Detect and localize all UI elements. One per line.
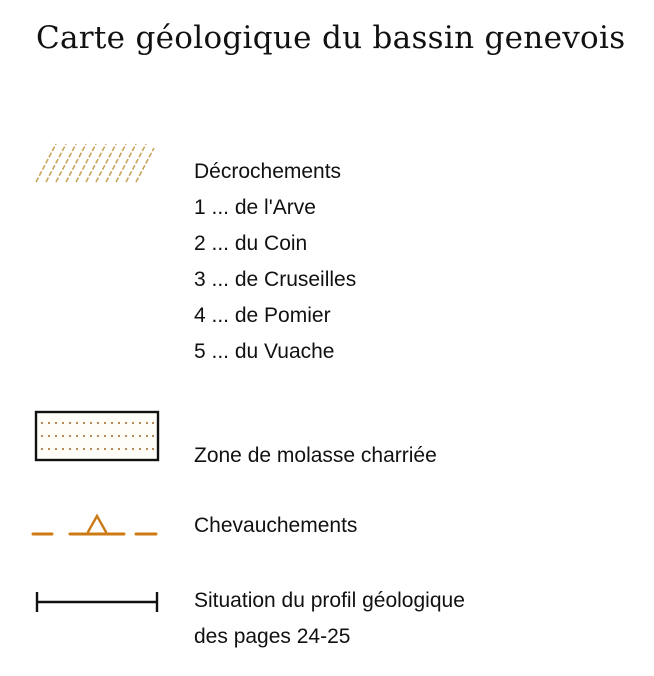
map-legend-title: Carte géologique du bassin genevois: [36, 20, 626, 56]
fault-item: 5 ... du Vuache: [194, 340, 335, 363]
profile-label: [194, 583, 465, 655]
fault-list-heading: Décrochements: [194, 160, 342, 183]
thrust-fault-symbol: [30, 510, 160, 540]
thrust-label: Chevauchements: [194, 514, 358, 537]
molasse-zone-symbol: [34, 410, 162, 464]
profile-label-line2: des pages 24-25: [194, 625, 351, 648]
molasse-label: Zone de molasse charriée: [194, 444, 437, 467]
fault-item: 4 ... de Pomier: [194, 304, 331, 327]
fault-list: [194, 154, 356, 370]
fault-item: 1 ... de l'Arve: [194, 196, 316, 219]
profile-line-symbol: [34, 588, 160, 616]
fault-item: 3 ... de Cruseilles: [194, 268, 357, 291]
fault-zone-hatch-symbol: [34, 140, 158, 184]
fault-item: 2 ... du Coin: [194, 232, 308, 255]
profile-label-line1: Situation du profil géologique: [194, 589, 465, 612]
